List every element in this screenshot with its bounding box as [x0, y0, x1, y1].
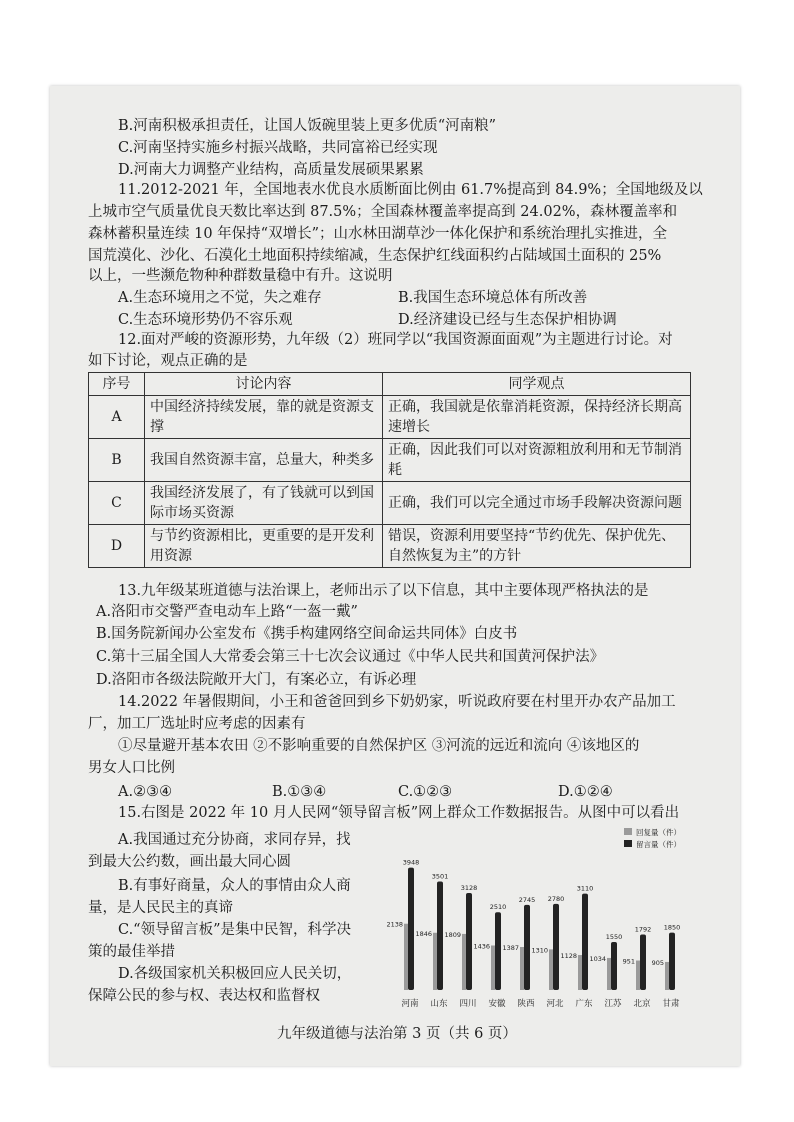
bar-reply [636, 961, 640, 990]
bar-reply [665, 962, 669, 990]
row-view: 正确，我们可以完全通过市场手段解决资源问题 [383, 482, 691, 525]
q11-stem-line: 国荒漠化、沙化、石漠化土地面积持续缩减，生态保护红线面积约占陆域国土面积的 25% [88, 248, 662, 264]
q15-option-line: 保障公民的参与权、表达权和监督权 [88, 988, 320, 1004]
q13-option-d: D.洛阳市各级法院敞开大门，有案必立，有诉必理 [96, 672, 417, 688]
bar-message [524, 905, 530, 990]
bar-reply [433, 933, 437, 990]
q14-option-a: A.②③④ [118, 784, 173, 800]
data-label-message: 3501 [431, 872, 449, 881]
bar-reply [549, 949, 553, 990]
category-label: 北京 [633, 999, 651, 1009]
data-label-reply: 2138 [386, 920, 403, 929]
bar-message [466, 893, 472, 990]
bar-message [408, 868, 414, 990]
q11-stem-line: 上城市空气质量优良天数比率达到 87.5%；全国森林覆盖率提高到 24.02%，森林覆盖率和 [88, 204, 678, 220]
bar-message [553, 904, 559, 990]
data-label-reply: 1387 [502, 944, 519, 953]
category-label: 陕西 [517, 999, 535, 1009]
q15-stem: 15.右图是 2022 年 10 月人民网“领导留言板”网上群众工作数据报告。从图中可以看出 [118, 805, 680, 821]
q11-option-c: C.生态环境形势仍不容乐观 [118, 312, 293, 328]
q15-option-line: 到最大公约数，画出最大同心圆 [88, 854, 291, 870]
data-label-reply: 1310 [531, 946, 548, 955]
q11-stem-line: 11.2012-2021 年，全国地表水优良水质断面比例由 61.7%提高到 84.9%；全国地级及以 [118, 182, 703, 198]
table-row [89, 525, 691, 568]
bar-reply [520, 947, 524, 990]
bar-message [495, 912, 501, 990]
q13-option-a: A.洛阳市交警严查电动车上路“一盔一戴” [96, 604, 358, 620]
category-label: 甘肃 [662, 999, 680, 1009]
row-view: 错误，资源利用要坚持“节约优先、保护优先、自然恢复为主”的方针 [383, 525, 691, 568]
category-label: 江苏 [604, 999, 622, 1009]
q13-option-c: C.第十三届全国人大常委会第三十七次会议通过《中华人民共和国黄河保护法》 [96, 649, 605, 665]
legend-swatch [624, 840, 632, 847]
discussion-table [88, 372, 691, 568]
q14-stem-line: 14.2022 年暑假期间，小王和爸爸回到乡下奶奶家，听说政府要在村里开办农产品加工 [118, 694, 676, 710]
q13-stem: 13.九年级某班道德与法治课上，老师出示了以下信息，其中主要体现严格执法的是 [118, 583, 649, 599]
bar-message [669, 933, 675, 990]
bar-reply [462, 934, 466, 990]
bar-message [437, 881, 443, 990]
bar-message [611, 942, 617, 990]
category-label: 山东 [430, 999, 448, 1009]
row-key: D [89, 525, 145, 568]
row-content: 我国自然资源丰富，总量大，种类多 [145, 439, 383, 482]
data-label-reply: 1128 [560, 952, 577, 961]
page-footer: 九年级道德与法治第 3 页（共 6 页） [277, 1026, 517, 1042]
table-header-row [89, 373, 691, 396]
q11-option-d: D.经济建设已经与生态保护相协调 [398, 312, 617, 328]
data-label-message: 3110 [576, 884, 594, 893]
legend-label: 回复量（件） [636, 828, 681, 837]
row-view: 正确，因此我们可以对资源粗放利用和无节制消耗 [383, 439, 691, 482]
row-content: 我国经济发展了，有了钱就可以到国际市场买资源 [145, 482, 383, 525]
bar-message [640, 934, 646, 990]
q14-stem-line: 男女人口比例 [88, 760, 175, 776]
header-view: 同学观点 [383, 373, 691, 396]
data-label-message: 2745 [518, 895, 536, 904]
category-label: 河南 [401, 999, 419, 1009]
table-row [89, 396, 691, 439]
table-row [89, 482, 691, 525]
row-key: A [89, 396, 145, 439]
row-key: B [89, 439, 145, 482]
row-content: 与节约资源相比，更重要的是开发利用资源 [145, 525, 383, 568]
category-label: 四川 [459, 999, 477, 1009]
category-label: 安徽 [488, 999, 506, 1009]
category-label: 广东 [575, 999, 593, 1009]
table-row [89, 439, 691, 482]
q10-option-c: C.河南坚持实施乡村振兴战略，共同富裕已经实现 [118, 140, 438, 156]
q15-option-line: A.我国通过充分协商，求同存异，找 [118, 832, 351, 848]
q14-stem-line: 厂，加工厂选址时应考虑的因素有 [88, 716, 306, 732]
bar-reply [404, 924, 408, 990]
legend-swatch [624, 828, 632, 835]
data-label-message: 3128 [460, 884, 478, 893]
data-label-message: 2510 [489, 903, 507, 912]
q11-stem-line: 森林蓄积量连续 10 年保持“双增长”；山水林田湖草沙一体化保护和系统治理扎实推进，全 [88, 226, 667, 242]
q15-option-line: 量，是人民民主的真谛 [88, 900, 233, 916]
q15-option-line: B.有事好商量，众人的事情由众人商 [118, 878, 351, 894]
data-label-reply: 1846 [415, 929, 432, 938]
row-view: 正确，我国就是依靠消耗资源，保持经济长期高速增长 [383, 396, 691, 439]
row-key: C [89, 482, 145, 525]
q10-option-d: D.河南大力调整产业结构，高质量发展硕果累累 [118, 162, 424, 178]
data-label-message: 1792 [634, 925, 652, 934]
q15-option-line: D.各级国家机关积极回应人民关切， [118, 966, 352, 982]
bar-reply [607, 958, 611, 990]
message-data-bar-chart [378, 822, 698, 1022]
data-label-reply: 1809 [444, 930, 461, 939]
q12-stem-line: 如下讨论，观点正确的是 [88, 353, 248, 369]
q11-option-b: B.我国生态环境总体有所改善 [398, 290, 588, 306]
data-label-message: 1550 [605, 932, 623, 941]
q14-option-b: B.①③④ [272, 784, 327, 800]
q11-option-a: A.生态环境用之不觉，失之难存 [118, 290, 322, 306]
row-content: 中国经济持续发展，靠的就是资源支撑 [145, 396, 383, 439]
data-label-reply: 905 [651, 958, 664, 967]
q12-stem-line: 12.面对严峻的资源形势，九年级（2）班同学以“我国资源面面观”为主题进行讨论。对 [118, 332, 673, 348]
bar-message [582, 894, 588, 990]
q10-option-b: B.河南积极承担责任，让国人饭碗里装上更多优质“河南粮” [118, 118, 497, 134]
q14-option-c: C.①②③ [398, 784, 453, 800]
bar-reply [491, 945, 495, 990]
bar-reply [578, 955, 582, 990]
data-label-reply: 1034 [589, 954, 606, 963]
data-label-reply: 951 [622, 957, 635, 966]
q15-option-line: 策的最佳举措 [88, 944, 175, 960]
q13-option-b: B.国务院新闻办公室发布《携手构建网络空间命运共同体》白皮书 [96, 626, 518, 642]
q11-stem-line: 以上，一些濒危物种种群数量稳中有升。这说明 [88, 268, 393, 284]
q15-option-line: C.“领导留言板”是集中民智，科学决 [118, 922, 352, 938]
q14-option-d: D.①②④ [558, 784, 613, 800]
legend-label: 留言量（件） [636, 840, 681, 849]
category-label: 河北 [546, 999, 564, 1009]
data-label-message: 3948 [402, 858, 420, 867]
header-index: 序号 [89, 373, 145, 396]
data-label-reply: 1436 [473, 942, 490, 951]
data-label-message: 1850 [663, 923, 681, 932]
data-label-message: 2780 [547, 894, 565, 903]
q14-stem-line: ①尽量避开基本农田 ②不影响重要的自然保护区 ③河流的远近和流向 ④该地区的 [118, 738, 640, 754]
header-content: 讨论内容 [145, 373, 383, 396]
